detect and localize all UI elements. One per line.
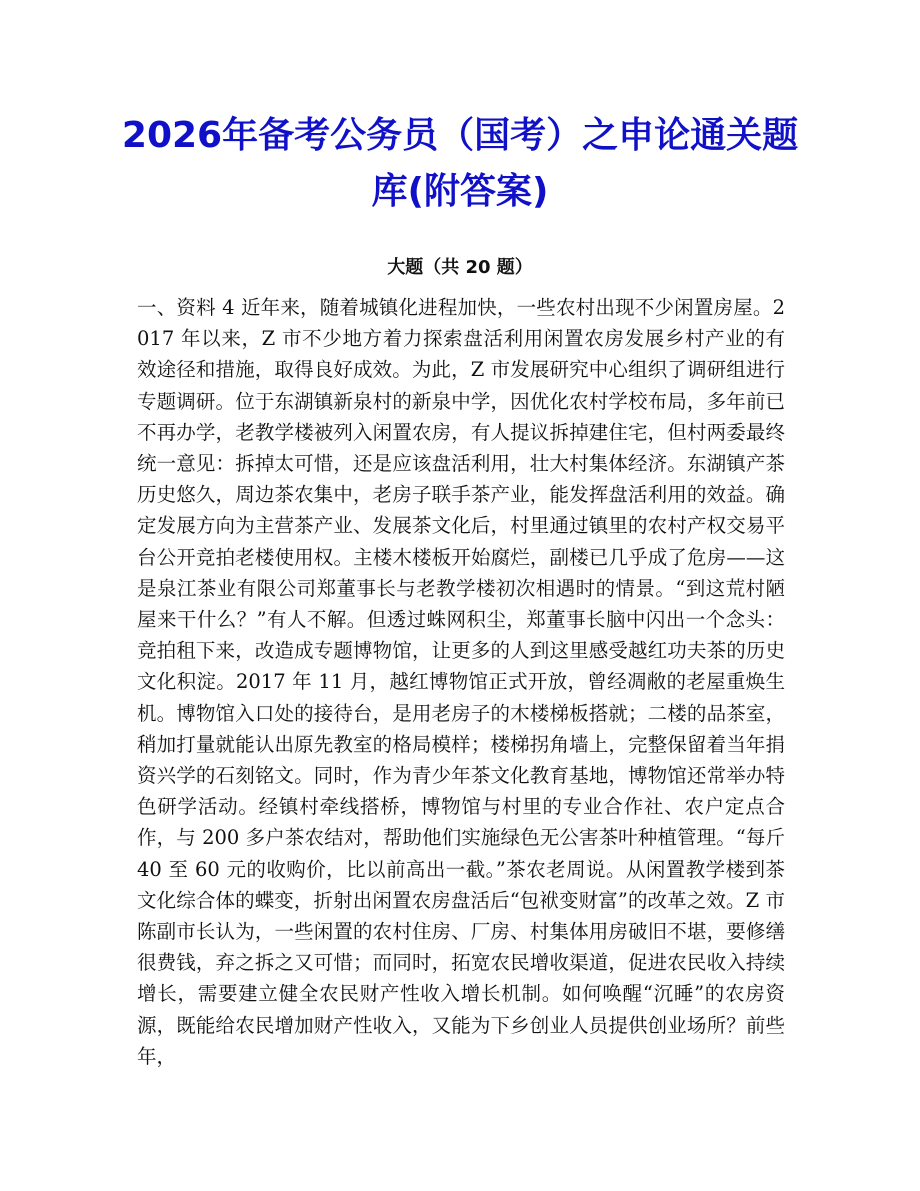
document-title: 2026年备考公务员（国考）之申论通关题库(附答案): [121, 115, 799, 212]
section-heading: 大题（共 20 题）: [387, 257, 533, 278]
question-body-paragraph: 一、资料 4 近年来，随着城镇化进程加快，一些农村出现不少闲置房屋。2017 年以来，Z 市不少地方着力探索盘活利用闲置农房发展乡村产业的有效途径和措施，取得良好成效。为此，Z 市发展研究中心组织了调研组进行专题调研。位于东湖镇新泉村的新泉中学，因优化农村学校布局，多年前已不再办学，老教学楼被列入闲置农房，有人提议拆掉建住宅，但村两委最终统一意见：拆掉太可惜，还是应该盘活利用，壮大村集体经济。东湖镇产茶历史悠久，周边茶农集中，老房子联手茶产业，能发挥盘活利用的效益。确定发展方向为主营茶产业、发展茶文化后，村里通过镇里的农村产权交易平台公开竞拍老楼使用权。主楼木楼板开始腐烂，副楼已几乎成了危房——这是泉江茶业有限公司郑董事长与老教学楼初次相遇时的情景。“到这荒村陋屋来干什么？”有人不解。但透过蛛网积尘，郑董事长脑中闪出一个念头：竞拍租下来，改造成专题博物馆，让更多的人到这里感受越红功夫茶的历史文化积淀。2017 年 11 月，越红博物馆正式开放，曾经凋敝的老屋重焕生机。博物馆入口处的接待台，是用老房子的木楼梯板搭就；二楼的品茶室，稍加打量就能认出原先教室的格局模样；楼梯拐角墙上，完整保留着当年捐资兴学的石刻铭文。同时，作为青少年茶文化教育基地，博物馆还常举办特色研学活动。经镇村牵线搭桥，博物馆与村里的专业合作社、农户定点合作，与 200 多户茶农结对，帮助他们实施绿色无公害茶叶种植管理。“每斤 40 至 60 元的收购价，比以前高出一截。”茶农老周说。从闲置教学楼到茶文化综合体的蝶变，折射出闲置农房盘活后“包袱变财富”的改革之效。Z 市陈副市长认为，一些闲置的农村住房、厂房、村集体用房破旧不堪，要修缮很费钱，弃之拆之又可惜；而同时，拓宽农民增收渠道，促进农民收入持续增长，需要建立健全农民财产性收入增长机制。如何唤醒“沉睡”的农房资源，既能给农民增加财产性收入，又能为下乡创业人员提供创业场所？前些年，: [137, 296, 785, 1068]
